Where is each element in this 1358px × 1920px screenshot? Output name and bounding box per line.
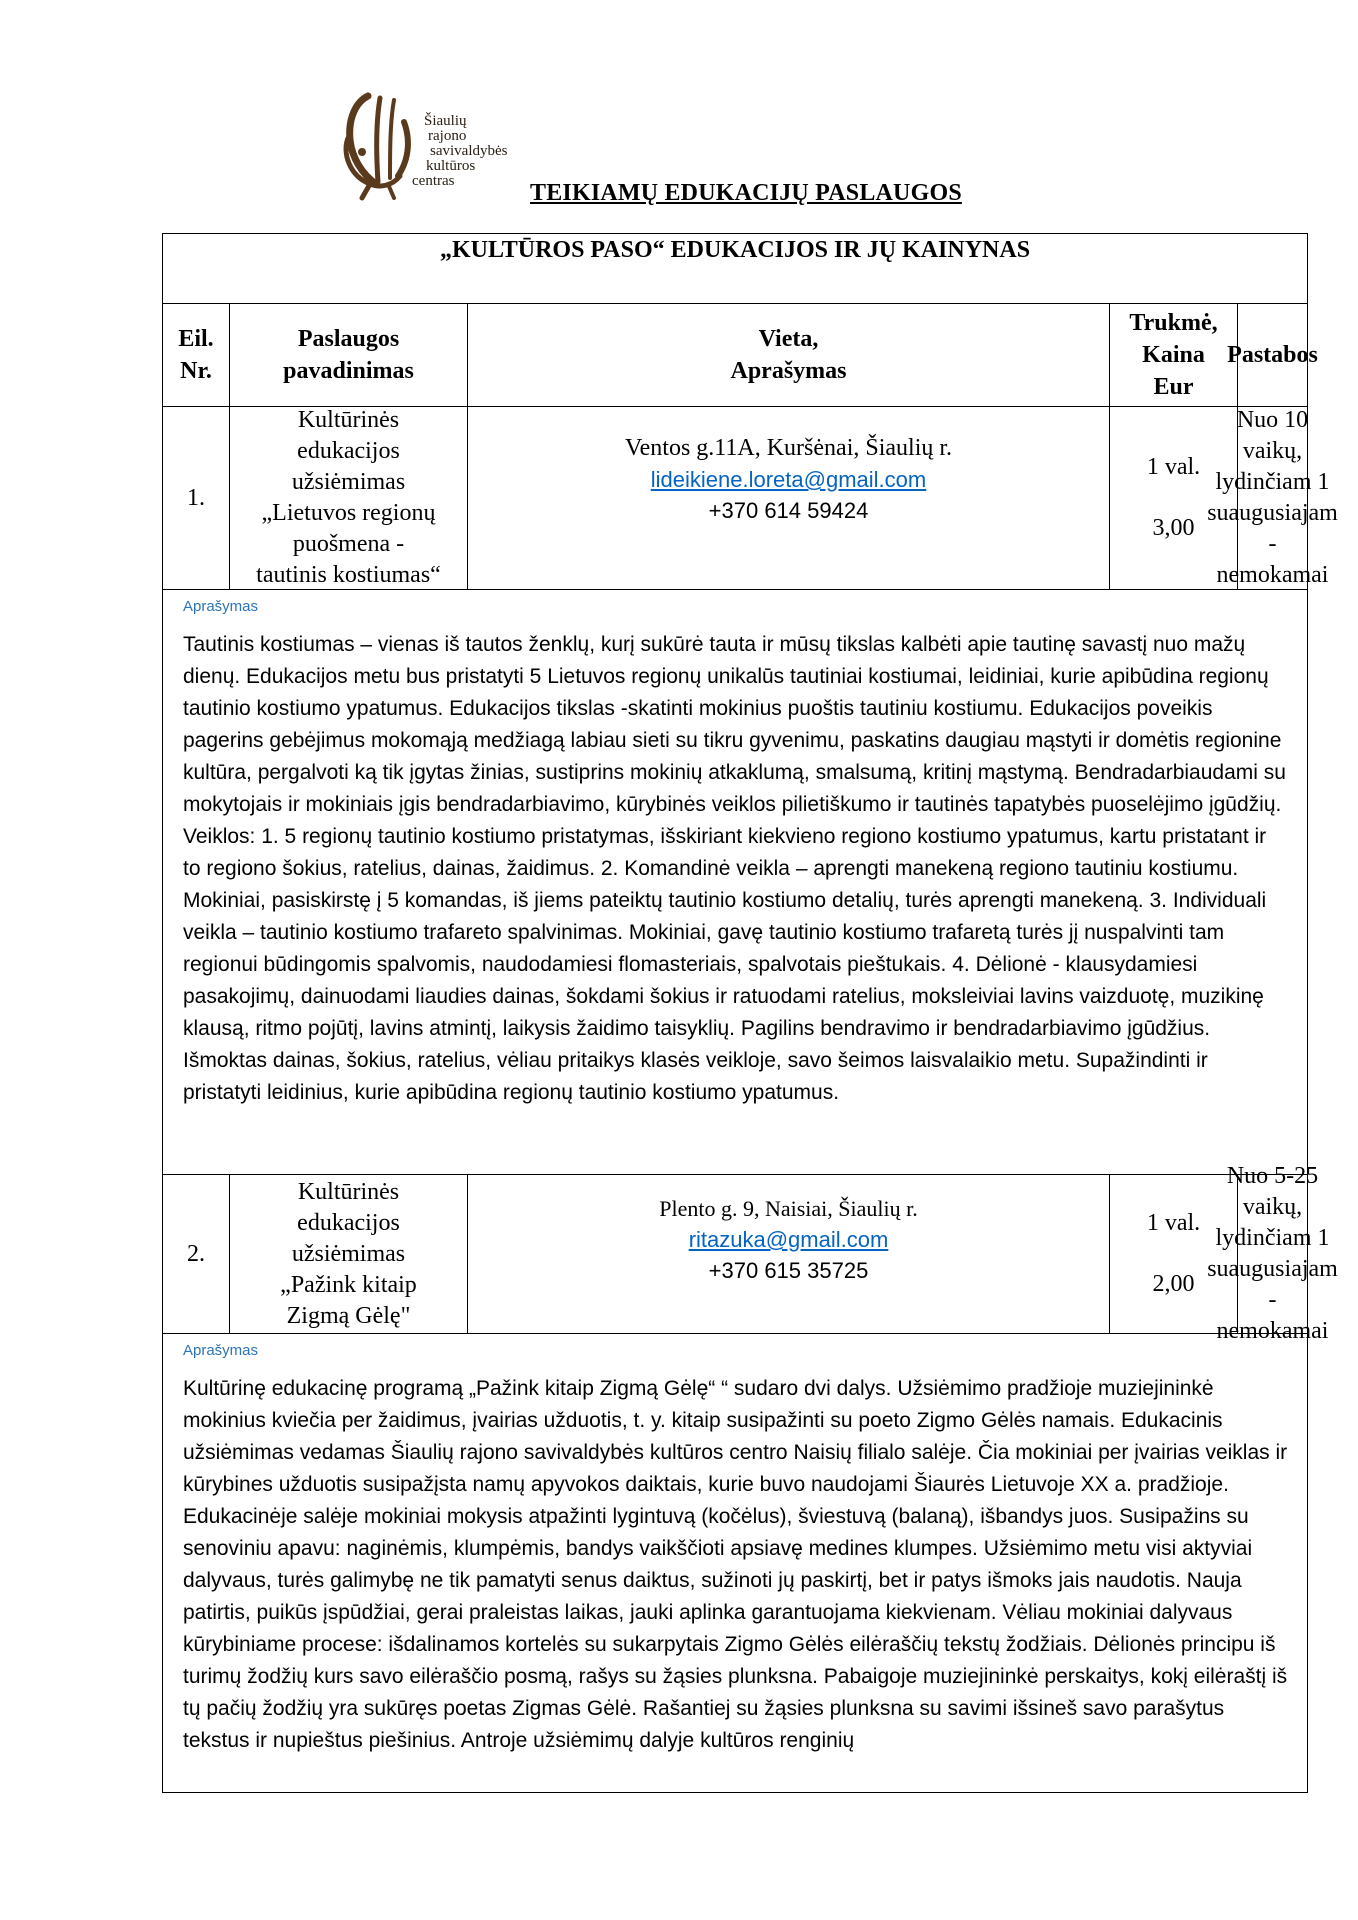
notes-line: Nuo 5-25 vaikų, [1226, 1163, 1319, 1220]
table-title: „KULTŪROS PASO“ EDUKACIJOS IR JŲ KAINYNAS [162, 233, 1308, 303]
logo-text [412, 113, 508, 189]
notes-line: nemokamai [1216, 1318, 1329, 1344]
notes-line: lydinčiam 1 [1215, 1225, 1330, 1251]
notes-line: Nuo 10 vaikų, [1236, 407, 1309, 464]
service-name-line: tautinis kostiumas“ [256, 562, 441, 588]
table-row [162, 406, 1338, 589]
service-name-line: užsiėmimas [291, 469, 406, 495]
description-text: Kultūrinę edukacinę programą „Pažink kitaip Zigmą Gėlę“ “ sudaro dvi dalys. Užsiėmimo pradžioje muziejininkė mokinius kviečia per žaidimus, įvairias užduotis, t. y. kitaip susipažinti su poeto Zigmo Gėlės namais. Edukacinis užsiėmimas vedamas Šiaulių rajono savivaldybės kultūros centro Naisių filialo salėje. Čia mokiniai per įvairias veiklas ir kūrybines užduotis susipažįsta namų apyvokos daiktais, kurie buvo naudojami Šiaurės Lietuvoje XX a. pradžioje. Edukacinėje salėje mokiniai mokysis atpažinti lygintuvą (kočėlus), šviestuvą (balaną), išbandys juos. Susipažins su senoviniu apavu: naginėmis, klumpėmis, bandys vaikščioti apsiavę medines klumpes. Užsiėmimo metu visi aktyviai dalyvaus, turės galimybę ne tik pamatyti senus daiktus, sužinoti jų paskirtį, bet ir patys išmoks jais naudotis. Nauja patirtis, puikūs įspūdžiai, gerai praleistas laikas, jauki aplinka garantuojama kiekvienam. Vėliau mokiniai dalyvaus kūrybiniame procese: išdalinamos kortelės su sukarpytais Zigmo Gėlės eilėraščių tekstų žodžiais. Dėlionės principu iš turimų žodžių kurs savo eilėraščio posmą, rašys su žąsies plunksna. Pabaigoje muziejininkė perskaitys, kokį eilėraštį iš tų pačių žodžių yra sukūręs poetas Zigmas Gėlė. Rašantiej su žąsies plunksna su savimi išsineš savo parašytus tekstus ir nupieštus piešinius. Antroje užsiėmimų dalyje kultūros renginių [183, 1377, 1288, 1752]
service-notes [1207, 1163, 1338, 1344]
service-name-line: Kultūrinės [297, 1178, 400, 1205]
row-number [163, 407, 230, 589]
header-text: Pastabos [1227, 342, 1318, 368]
header-text: Eil. [178, 326, 214, 352]
page-title: TEIKIAMŲ EDUKACIJŲ PASLAUGOS [530, 180, 962, 206]
service-place [468, 1175, 1110, 1333]
price-text: 2,00 [1152, 1271, 1195, 1297]
duration-text: 1 val. [1146, 454, 1201, 480]
notes-line: lydinčiam 1 [1215, 469, 1330, 495]
row-number-text: 1. [187, 484, 205, 511]
header-nr [163, 304, 230, 406]
row-number [163, 1175, 230, 1333]
service-name [230, 1175, 468, 1333]
logo-line: rajono [428, 128, 467, 144]
header-text: Trukmė, [1129, 310, 1218, 336]
service-name-line: užsiėmimas [291, 1240, 406, 1267]
notes-line: nemokamai [1216, 562, 1329, 588]
header-text: Aprašymas [730, 358, 847, 384]
description-block [162, 589, 1308, 1174]
service-name-line: Zigmą Gėlę" [286, 1302, 411, 1329]
table-row [162, 1163, 1338, 1344]
notes-line: suaugusiajam - [1207, 1256, 1338, 1313]
services-table [162, 233, 1338, 1793]
duration-text: 1 val. [1146, 1210, 1201, 1236]
service-name-line: „Lietuvos regionų [261, 500, 436, 526]
service-name-line: edukacijos [297, 1209, 400, 1236]
email-link[interactable]: ritazuka@gmail.com [688, 1227, 889, 1252]
service-notes [1207, 407, 1338, 589]
service-name-line: edukacijos [297, 438, 400, 464]
logo-line: Šiaulių [424, 113, 467, 129]
address-text: Ventos g.11A, Kuršėnai, Šiaulių r. [624, 435, 953, 461]
service-name [230, 407, 468, 589]
address-text: Plento g. 9, Naisiai, Šiaulių r. [659, 1196, 918, 1221]
logo-line: centras [412, 173, 455, 189]
header-text: Eur [1153, 374, 1194, 400]
service-name-line: puošmena - [292, 531, 405, 557]
description-label: Aprašymas [183, 1342, 259, 1359]
notes-line: suaugusiajam - [1207, 500, 1338, 557]
service-name-line: „Pažink kitaip [280, 1271, 417, 1298]
header-text: pavadinimas [283, 358, 414, 384]
service-place [468, 407, 1110, 589]
logo-line: savivaldybės [430, 143, 508, 159]
header-text: Vieta, [758, 326, 819, 352]
header-text: Paslaugos [297, 326, 400, 352]
header-name [230, 304, 468, 406]
header-notes [1227, 304, 1318, 406]
header-place [468, 304, 1110, 406]
row-number-text: 2. [187, 1240, 205, 1267]
phone-text: +370 614 59424 [708, 498, 869, 523]
price-text: 3,00 [1152, 515, 1195, 541]
description-label: Aprašymas [183, 598, 259, 615]
logo-line: kultūros [426, 158, 476, 174]
description-text: Tautinis kostiumas – vienas iš tautos ženklų, kurį sukūrė tauta ir mūsų tikslas kalbėti apie tautinę savastį nuo mažų dienų. Edukacijos metu bus pristatyti 5 Lietuvos regionų unikalūs tautiniai kostiumai, leidiniai, kurie apibūdina regionų tautinio kostiumo ypatumus. Edukacijos tikslas -skatinti mokinius puoštis tautiniu kostiumu. Edukacijos poveikis pagerins gebėjimus mokomąją medžiagą labiau sieti su tikru gyvenimu, paskatins daugiau mąstyti ir domėtis regionine kultūra, pergalvoti ką tik įgytas žinias, sustiprins mokinių atkaklumą, smalsumą, kritinį mąstymą. Bendradarbiaudami su mokytojais ir mokiniais įgis bendradarbiavimo, kūrybinės veiklos pilietiškumo ir tautinės tapatybės puoselėjimo įgūdžių. Veiklos: 1. 5 regionų tautinio kostiumo pristatymas, išskiriant kiekvieno regiono kostiumo ypatumus, kartu pristatant ir to regiono šokius, ratelius, dainas, žaidimus. 2. Komandinė veikla – aprengti manekeną regiono tautiniu kostiumu. Mokiniai, pasiskirstę į 5 komandas, iš jiems pateiktų tautinio kostiumo detalių, turės aprengti manekeną. 3. Individuali veikla – tautinio kostiumo trafareto spalvinimas. Mokiniai, gavę tautinio kostiumo trafaretą turės jį nuspalvinti tam regionui būdingomis spalvomis, naudodamiesi flomasteriais, spalvotais pieštukais. 4. Dėlionė - klausydamiesi pasakojimų, dainuodami liaudies dainas, šokdami šokius ir ratuodami ratelius, moksleiviai lavins vaizduotę, muzikinę klausą, ritmo pojūtį, lavins atmintį, laikysis žaidimo taisyklių. Pagilins bendravimo ir bendradarbiavimo įgūdžius. Išmoktas dainas, šokius, ratelius, vėliau pritaikys klasės veikloje, savo šeimos laisvalaikio metu. Supažindinti ir pristatyti leidinius, kurie apibūdina regionų tautinio kostiumo ypatumus. [183, 633, 1286, 1104]
header-text: Kaina [1142, 342, 1205, 368]
service-name-line: Kultūrinės [297, 407, 400, 433]
header-text: Nr. [180, 358, 212, 384]
description-block [162, 1333, 1308, 1793]
phone-text: +370 615 35725 [708, 1258, 869, 1283]
table-header-row [162, 303, 1318, 406]
email-link[interactable]: lideikiene.loreta@gmail.com [650, 467, 927, 492]
header-price [1110, 304, 1238, 406]
